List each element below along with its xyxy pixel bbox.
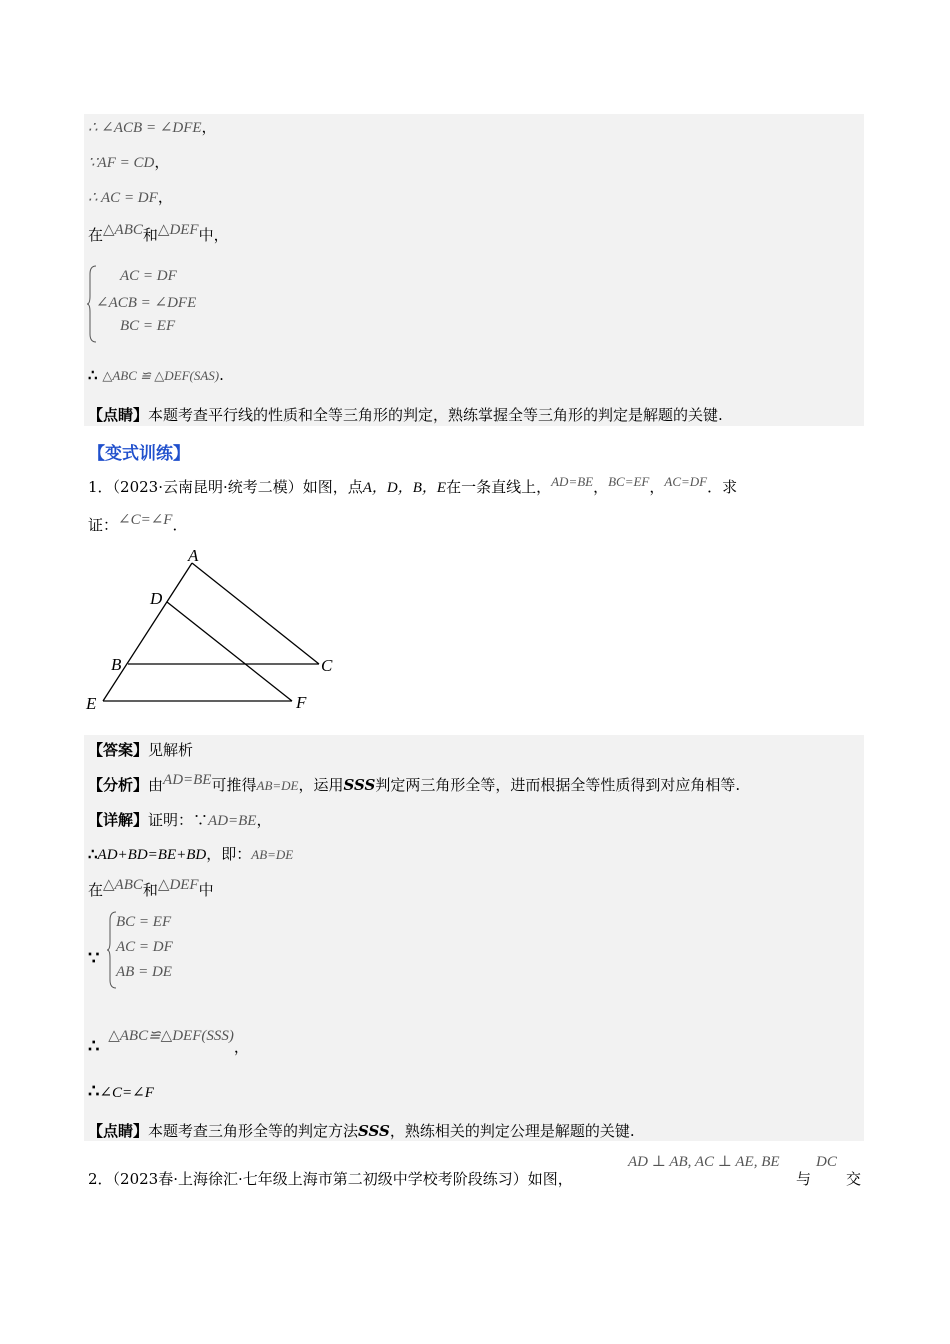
problem-2-line: 2．（2023春·上海徐汇·七年级上海市第二初级中学校考阶段练习）如图，: [88, 1170, 573, 1188]
because-symbol: ∵: [88, 948, 100, 969]
label-d: D: [150, 589, 163, 608]
section-heading: 【变式训练】: [88, 444, 190, 464]
problem-2-with: 与: [796, 1170, 812, 1188]
label-a: A: [188, 546, 199, 565]
step-sum: ∴AD+BD=BE+BD，即：AB=DE: [88, 845, 294, 863]
sas-system: [86, 262, 286, 344]
problem-2-cross: 交: [846, 1170, 862, 1188]
sss-row-3: AB = DE: [116, 964, 172, 980]
segment-ac: [192, 563, 319, 664]
problem-1-line-1: 1．（2023·云南昆明·统考二模）如图，点A，D，B，E在一条直线上，AD=BE，BC=EF，AC=DF．求: [88, 474, 738, 496]
triangle-figure: [84, 545, 344, 715]
problem-2-math: AD ⊥ AB, AC ⊥ AE, BE: [628, 1154, 780, 1170]
step-congruence-sss: ∴ △ABC≌△DEF(SSS)，: [88, 1028, 249, 1057]
segment-df: [167, 602, 292, 701]
comment-1: 【点睛】本题考查平行线的性质和全等三角形的判定，熟练掌握全等三角形的判定是解题的关键.: [88, 406, 723, 424]
step-af-cd: ∵AF = CD，: [88, 153, 170, 171]
sys-row-1: AC = DF: [120, 268, 177, 284]
step-in-triangles-2: 在△ABC和△DEF中: [88, 877, 214, 899]
sys-row-3: BC = EF: [120, 318, 176, 334]
label-f: F: [296, 693, 307, 712]
answer-line: 【答案】见解析: [88, 741, 194, 759]
sss-row-1: BC = EF: [116, 914, 172, 930]
label-c: C: [321, 656, 333, 675]
step-angle-equal: ∴ ∠ACB = ∠DFE，: [88, 118, 217, 136]
step-congruence-sas: ∴ △ABC ≌ △DEF(SAS).: [88, 366, 224, 384]
sys-row-2: ∠ACB = ∠DFE: [96, 295, 197, 311]
detail-line: 【详解】证明：∵AD=BE，: [88, 811, 272, 829]
label-b: B: [111, 655, 122, 674]
final-step: ∴∠C=∠F: [88, 1081, 154, 1102]
problem-2-dc: DC: [816, 1154, 837, 1170]
problem-1-line-2: 证：∠C=∠F．: [88, 512, 188, 534]
step-ac-df: ∴ AC = DF，: [88, 188, 173, 206]
comment-2: 【点睛】本题考查三角形全等的判定方法SSS，熟练相关的判定公理是解题的关键.: [88, 1122, 635, 1140]
step-in-triangles: 在△ABC和△DEF中，: [88, 222, 229, 244]
sss-row-2: AC = DF: [116, 939, 173, 955]
analysis-line: 【分析】由AD=BE可推得AB=DE，运用SSS判定两三角形全等，进而根据全等性质得到对应角相等.: [88, 772, 741, 794]
label-e: E: [86, 694, 97, 713]
sss-system: [106, 908, 306, 990]
segment-ae: [103, 563, 192, 701]
